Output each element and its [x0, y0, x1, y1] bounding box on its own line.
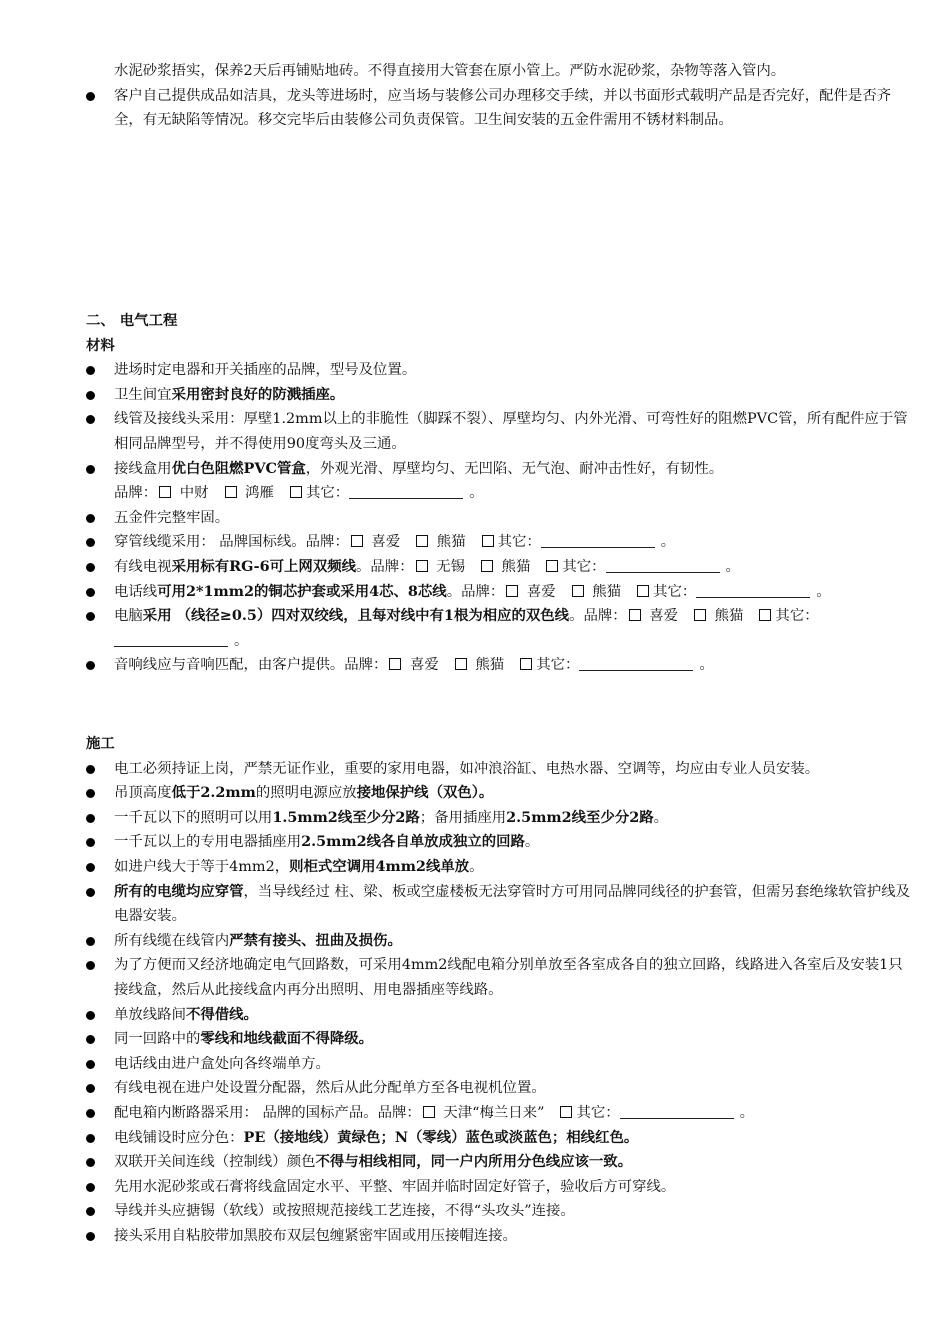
list-item: 有线电视采用标有RG-6可上网双频线。品牌： 无锡 熊猫 其它： 。 — [86, 555, 914, 580]
list-item: 为了方便而又经济地确定电气回路数，可采用4mm2线配电箱分别单放至各室成各自的独立回路，线路进入各室后及安装1只接线盒，然后从此接线盒内再分出照明、用电器插座等线路。 — [86, 953, 914, 1002]
list-item: 电话线可用2*1mm2的铜芯护套或采用4芯、8芯线。品牌： 喜爱 熊猫 其它： 。 — [86, 580, 914, 605]
list-item: 音响线应与音响匹配，由客户提供。品牌： 喜爱 熊猫 其它： 。 — [86, 653, 914, 678]
list-item: 一千瓦以上的专用电器插座用2.5mm2线各自单放成独立的回路。 — [86, 830, 914, 855]
checkbox[interactable] — [572, 585, 584, 597]
bullet-icon — [86, 415, 95, 424]
list-item: 线管及接线头采用：厚壁1.2mm以上的非脆性（脚踩不裂）、厚壁均匀、内外光滑、可弯性好的阻燃PVC管，所有配件应于管相同品牌型号，并不得使用90度弯头及三通。 — [86, 407, 914, 456]
bullet-icon — [86, 612, 95, 621]
list-item: 客户自己提供成品如洁具，龙头等进场时，应当场与装修公司办理移交手续，并以书面形式载明产品是否完好，配件是否齐全，有无缺陷等情况。移交完毕后由装修公司负责保管。卫生间安装的五金件需用不锈材料制品。 — [86, 84, 914, 133]
fill-blank[interactable] — [579, 656, 693, 671]
checkbox[interactable] — [482, 535, 494, 547]
bullet-icon — [86, 814, 95, 823]
materials-block — [86, 309, 914, 678]
fill-blank[interactable] — [114, 632, 228, 647]
list-item: 接线盒用优白色阻燃PVC管盒，外观光滑、厚壁均匀、无凹陷、无气泡、耐冲击性好，有韧性。 — [86, 457, 914, 482]
bullet-icon — [86, 1207, 95, 1216]
list-item: 接头采用自粘胶带加黑胶布双层包缠紧密牢固或用压接帽连接。 — [86, 1224, 914, 1249]
list-item: 导线并头应搪锡（软线）或按照规范接线工艺连接，不得“头攻头”连接。 — [86, 1199, 914, 1224]
checkbox[interactable] — [637, 585, 649, 597]
checkbox[interactable] — [759, 609, 771, 621]
paragraph-continuation: 水泥砂浆捂实，保养2天后再铺贴地砖。不得直接用大管套在原小管上。严防水泥砂浆，杂物等落入管内。 — [114, 63, 786, 79]
checkbox[interactable] — [546, 560, 558, 572]
bullet-icon — [86, 1232, 95, 1241]
checkbox[interactable] — [423, 1106, 435, 1118]
list-item: 卫生间宜采用密封良好的防溅插座。 — [86, 383, 914, 408]
bullet-icon — [86, 1011, 95, 1020]
bullet-icon — [86, 391, 95, 400]
bullet-icon — [86, 1183, 95, 1192]
list-item: 如进户线大于等于4mm2，则柜式空调用4mm2线单放。 — [86, 855, 914, 880]
list-item: 一千瓦以下的照明可以用1.5mm2线至少分2路；备用插座用2.5mm2线至少分2路。 — [86, 806, 914, 831]
bullet-icon — [86, 1084, 95, 1093]
checkbox[interactable] — [506, 585, 518, 597]
checkbox[interactable] — [290, 486, 302, 498]
list-item: 电工必须持证上岗，严禁无证作业，重要的家用电器，如冲浪浴缸、电热水器、空调等，均应由专业人员安装。 — [86, 757, 914, 782]
checkbox[interactable] — [629, 609, 641, 621]
checkbox[interactable] — [416, 560, 428, 572]
fill-blank[interactable] — [606, 558, 720, 573]
brand-options: 品牌： 中财 鸿雁 其它： 。 — [114, 485, 484, 502]
list-item: 进场时定电器和开关插座的品牌，型号及位置。 — [86, 358, 914, 383]
bullet-icon — [86, 765, 95, 774]
bullet-icon — [86, 661, 95, 670]
construction-heading: 施工 — [86, 735, 115, 752]
section-title: 二、 电气工程 — [86, 312, 178, 329]
checkbox[interactable] — [455, 658, 467, 670]
bullet-icon — [86, 888, 95, 897]
bullet-icon — [86, 588, 95, 597]
bullet-icon — [86, 838, 95, 847]
list-item: 单放线路间不得借线。 — [86, 1003, 914, 1028]
list-item: 同一回路中的零线和地线截面不得降级。 — [86, 1027, 914, 1052]
fill-blank[interactable] — [349, 484, 463, 499]
list-item: 吊顶高度低于2.2mm的照明电源应放接地保护线（双色）。 — [86, 781, 914, 806]
bullet-icon — [86, 863, 95, 872]
checkbox[interactable] — [159, 486, 171, 498]
bullet-icon — [86, 1035, 95, 1044]
checkbox[interactable] — [481, 560, 493, 572]
checkbox[interactable] — [389, 658, 401, 670]
list-item: 穿管线缆采用： 品牌国标线。品牌： 喜爱 熊猫 其它： 。 — [86, 530, 914, 555]
bullet-icon — [86, 563, 95, 572]
bullet-icon — [86, 789, 95, 798]
bullet-icon — [86, 1060, 95, 1069]
list-item: 双联开关间连线（控制线）颜色不得与相线相同，同一户内所用分色线应该一致。 — [86, 1150, 914, 1175]
list-item: 电脑采用 （线径≥0.5）四对双绞线，且每对线中有1根为相应的双色线。品牌： 喜爱 熊猫 其它：。 — [86, 604, 914, 653]
construction-block — [86, 732, 914, 1248]
checkbox[interactable] — [351, 535, 363, 547]
checkbox[interactable] — [694, 609, 706, 621]
bullet-icon — [86, 538, 95, 547]
bullet-icon — [86, 1134, 95, 1143]
list-item: 配电箱内断路器采用： 品牌的国标产品。品牌： 天津“梅兰日来” 其它： 。 — [86, 1101, 914, 1126]
materials-heading: 材料 — [86, 336, 115, 354]
checkbox[interactable] — [225, 486, 237, 498]
list-item: 电线铺设时应分色：PE（接地线）黄绿色；N（零线）蓝色或淡蓝色；相线红色。 — [86, 1126, 914, 1151]
bullet-icon — [86, 366, 95, 375]
bullet-icon — [86, 465, 95, 474]
list-item: 所有线缆在线管内严禁有接头、扭曲及损伤。 — [86, 929, 914, 954]
top-block — [86, 59, 914, 133]
bullet-icon — [86, 937, 95, 946]
bullet-icon — [86, 514, 95, 523]
fill-blank[interactable] — [541, 533, 655, 548]
bullet-icon — [86, 961, 95, 970]
checkbox[interactable] — [520, 658, 532, 670]
bullet-icon — [86, 92, 95, 101]
bullet-icon — [86, 1109, 95, 1118]
fill-blank[interactable] — [696, 583, 810, 598]
bullet-icon — [86, 1158, 95, 1167]
list-item: 所有的电缆均应穿管，当导线经过 柱、梁、板或空虚楼板无法穿管时方可用同品牌同线径的护套管，但需另套绝缘软管护线及电器安装。 — [86, 880, 914, 929]
checkbox[interactable] — [560, 1106, 572, 1118]
checkbox[interactable] — [416, 535, 428, 547]
list-item: 电话线由进户盒处向各终端单方。 — [86, 1052, 914, 1077]
list-item: 先用水泥砂浆或石膏将线盒固定水平、平整、牢固并临时固定好管子，验收后方可穿线。 — [86, 1175, 914, 1200]
fill-blank[interactable] — [620, 1104, 734, 1119]
list-item: 五金件完整牢固。 — [86, 506, 914, 531]
list-item: 有线电视在进户处设置分配器，然后从此分配单方至各电视机位置。 — [86, 1076, 914, 1101]
